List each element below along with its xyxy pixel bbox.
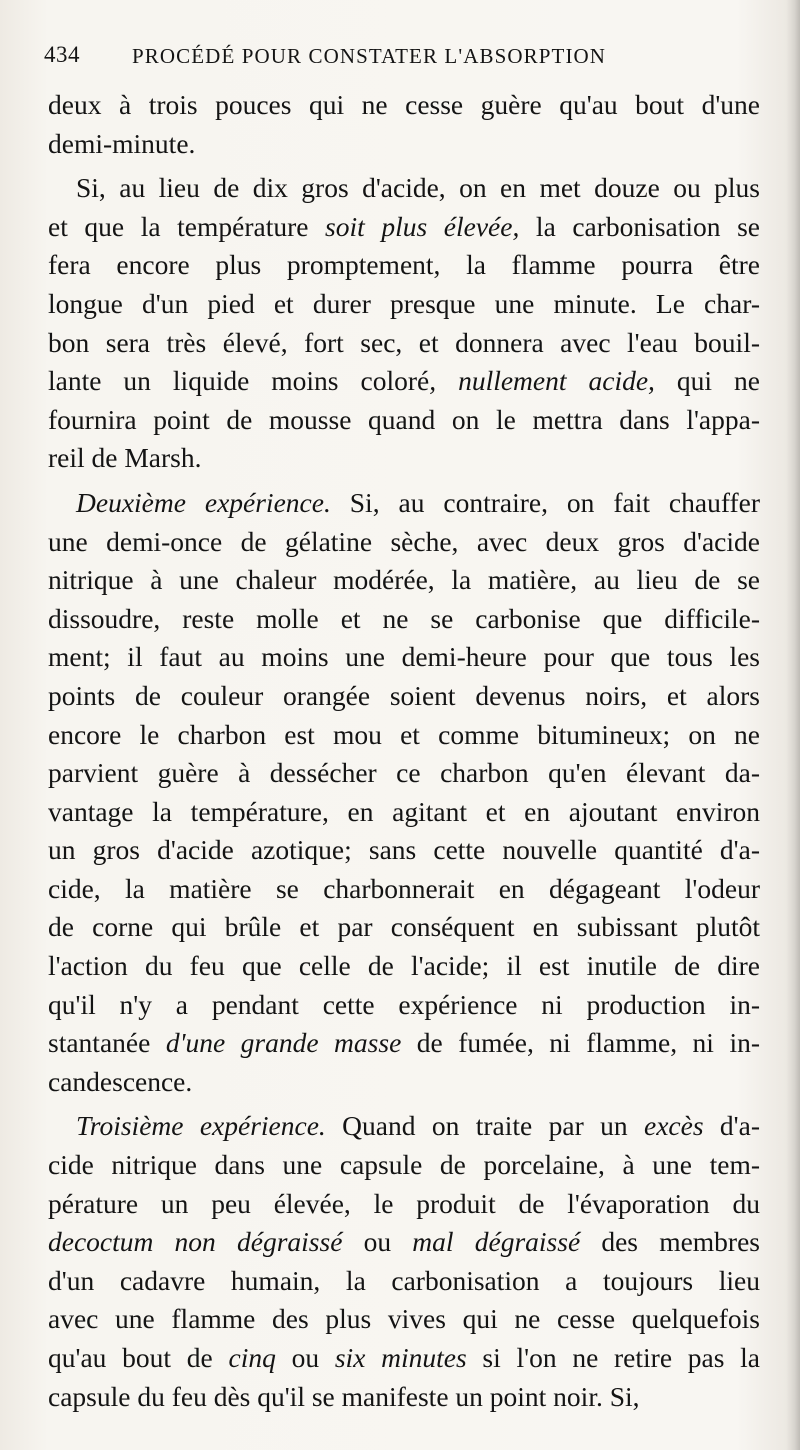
text-run: demi-minute. xyxy=(48,127,196,159)
text-line xyxy=(48,285,760,324)
text-line xyxy=(48,246,760,285)
text-line xyxy=(48,324,760,363)
text-run: lante un liquide moins coloré xyxy=(48,365,430,397)
text-run: d'a- xyxy=(703,1110,760,1142)
text-run: si l'on ne retire pas la xyxy=(466,1342,761,1373)
text-line xyxy=(48,484,760,523)
paragraph xyxy=(48,1107,760,1416)
text-line xyxy=(48,793,760,832)
text-line xyxy=(48,870,760,909)
text-run: bon sera très élevé, fort sec, et donnera avec l'eau bouil- xyxy=(48,326,760,358)
running-header xyxy=(44,42,756,76)
paragraph xyxy=(48,169,760,478)
text-run: encore le charbon est mou et comme bitumineux; on ne xyxy=(48,718,760,750)
text-run: capsule du feu dès qu'il se manifeste un point noir. Si, xyxy=(48,1380,640,1412)
text-run: Si, au lieu de dix gros d'acide, on en met douze ou plus xyxy=(76,172,760,204)
italic-run: excès xyxy=(644,1110,704,1142)
text-line xyxy=(48,1107,760,1146)
text-run: une demi-once de gélatine sèche, avec deux gros d'acide xyxy=(48,525,760,557)
text-run: nitrique à une chaleur modérée, la matière, au lieu de se xyxy=(48,564,760,596)
running-title: PROCÉDÉ POUR CONSTATER L'ABSORPTION xyxy=(132,44,607,68)
page-number: 434 xyxy=(44,42,80,67)
text-run: des membres xyxy=(580,1226,760,1258)
text-line xyxy=(48,523,760,562)
text-run: points de couleur orangée soient devenus noirs, et alors xyxy=(48,679,760,711)
text-line xyxy=(48,677,760,716)
text-run: de corne qui brûle et par conséquent en subissant plutôt xyxy=(48,911,760,943)
italic-run: , nullement acide, xyxy=(429,365,655,397)
text-line xyxy=(48,1063,760,1102)
italic-run: Troisième expérience. xyxy=(76,1110,326,1142)
text-run: la carbonisation se xyxy=(519,210,760,242)
text-line xyxy=(48,908,760,947)
text-line xyxy=(48,1300,760,1339)
text-line xyxy=(48,754,760,793)
text-line xyxy=(48,986,760,1025)
text-line xyxy=(48,1378,760,1417)
page-edge-shadow xyxy=(786,0,800,1450)
italic-run: six minutes xyxy=(334,1342,467,1373)
text-run: cide, la matière se charbonnerait en dégageant l'odeur xyxy=(48,872,760,904)
italic-run: decoctum non dégraissé xyxy=(48,1226,343,1258)
text-line xyxy=(48,439,760,478)
text-line xyxy=(48,831,760,870)
text-run: ment; il faut au moins une demi-heure pour que tous les xyxy=(48,641,760,673)
text-run: stantanée xyxy=(48,1027,166,1059)
paragraph xyxy=(48,484,760,1102)
text-run: fera encore plus promptement, la flamme pourra être xyxy=(48,249,760,281)
text-line xyxy=(48,1262,760,1301)
italic-run: d'une grande masse xyxy=(165,1027,402,1059)
text-run: fournira point de mousse quand on le mettra dans l'appa- xyxy=(48,403,760,435)
text-run: ou xyxy=(342,1226,413,1258)
text-run: parvient guère à dessécher ce charbon qu'en élevant da- xyxy=(48,757,760,789)
text-run: avec une flamme des plus vives qui ne cesse quelquefois xyxy=(48,1303,760,1335)
text-run: Si, au contraire, on fait chauffer xyxy=(330,486,761,518)
text-run: reil de Marsh. xyxy=(48,442,202,474)
text-line xyxy=(48,208,760,247)
text-run: et que la température xyxy=(48,210,326,242)
text-line xyxy=(48,401,760,440)
text-run: longue d'un pied et durer presque une minute. Le char- xyxy=(48,287,760,319)
text-run: un gros d'acide azotique; sans cette nouvelle quantité d'a- xyxy=(48,834,760,866)
paragraph xyxy=(48,86,760,163)
italic-run: mal dégraissé xyxy=(412,1226,581,1258)
text-line xyxy=(48,86,760,125)
text-run: ou xyxy=(275,1342,335,1373)
text-run: deux à trois pouces qui ne cesse guère qu'au bout d'une xyxy=(48,89,760,120)
italic-run: Deuxième expérience. xyxy=(76,486,331,518)
text-line xyxy=(48,1223,760,1262)
text-line xyxy=(48,169,760,208)
text-run: pérature un peu élevée, le produit de l'évaporation du xyxy=(48,1187,760,1219)
text-line xyxy=(48,561,760,600)
text-line xyxy=(48,947,760,986)
text-line xyxy=(48,125,760,164)
text-run: cide nitrique dans une capsule de porcelaine, à une tem- xyxy=(48,1149,760,1181)
italic-run: soit plus élevée, xyxy=(325,210,520,242)
text-run: qui ne xyxy=(654,365,760,397)
text-line xyxy=(48,1024,760,1063)
text-line xyxy=(48,362,760,401)
italic-run: cinq xyxy=(228,1342,276,1373)
text-run: vantage la température, en agitant et en ajoutant environ xyxy=(48,795,760,827)
text-line xyxy=(48,1185,760,1224)
text-run: qu'au bout de xyxy=(48,1342,229,1373)
text-line xyxy=(48,1146,760,1185)
text-run: de fumée, ni flamme, ni in- xyxy=(401,1027,760,1059)
text-run: l'action du feu que celle de l'acide; il est inutile de dire xyxy=(48,950,760,982)
text-run: dissoudre, reste molle et ne se carbonise que difficile- xyxy=(48,602,760,634)
text-line xyxy=(48,1339,760,1378)
text-line xyxy=(48,716,760,755)
text-line xyxy=(48,600,760,639)
text-run: candescence. xyxy=(48,1065,193,1097)
text-run: d'un cadavre humain, la carbonisation a toujours lieu xyxy=(48,1264,760,1296)
body-text xyxy=(48,86,760,1416)
text-run: Quand on traite par un xyxy=(325,1110,645,1142)
text-run: qu'il n'y a pendant cette expérience ni production in- xyxy=(48,988,760,1020)
text-line xyxy=(48,638,760,677)
